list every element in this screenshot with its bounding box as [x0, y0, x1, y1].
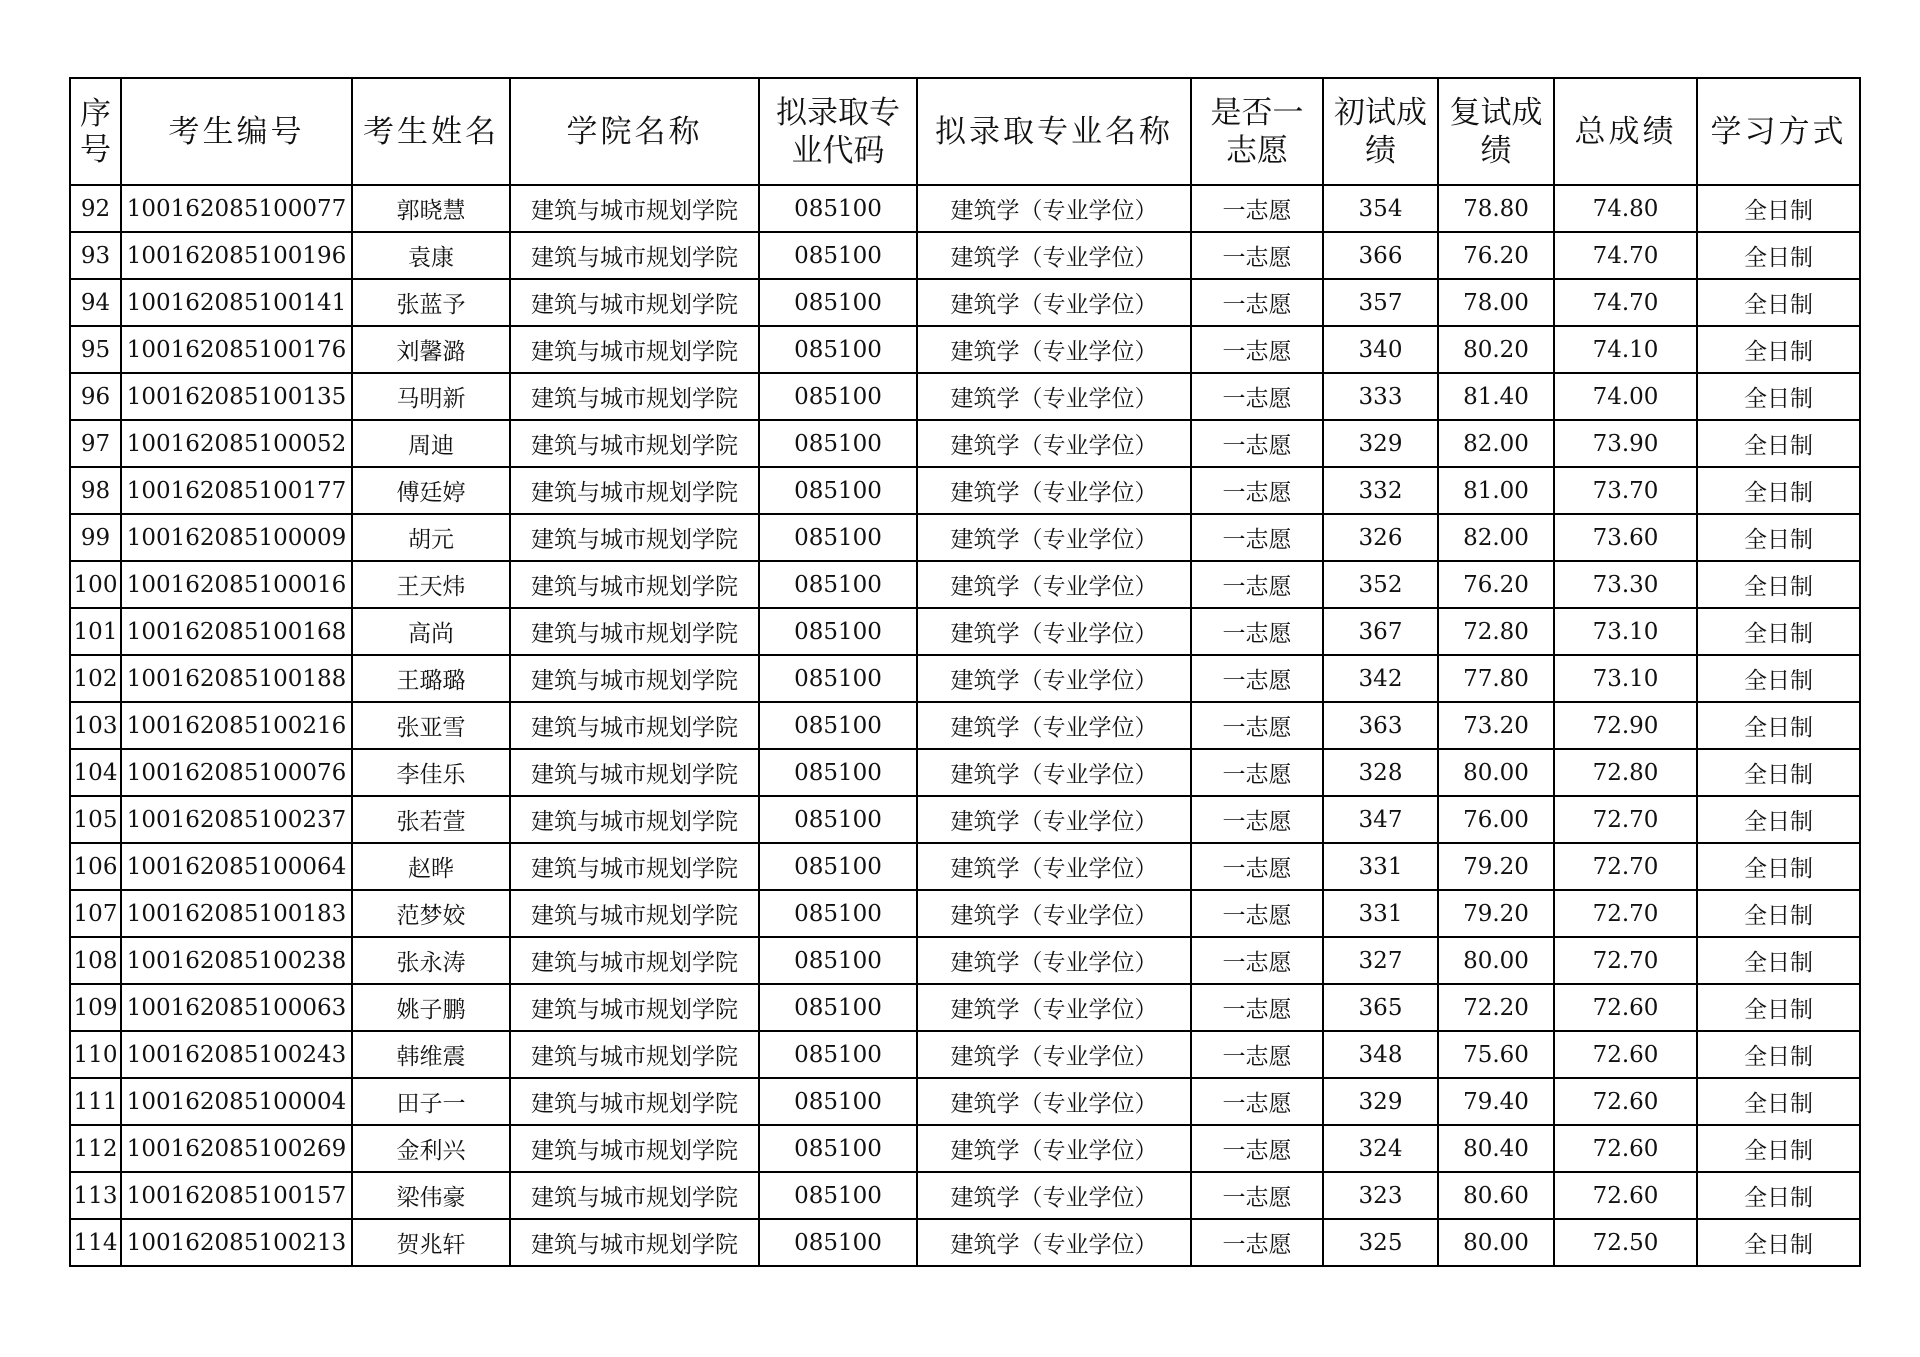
- major-name-cell: 建筑学（专业学位）: [917, 937, 1191, 984]
- header-major-name: 拟录取专业名称: [917, 78, 1191, 185]
- retest-score-cell: 79.20: [1438, 843, 1554, 890]
- total-score-cell: 74.80: [1554, 185, 1697, 232]
- retest-score-cell: 76.20: [1438, 232, 1554, 279]
- first-choice-cell: 一志愿: [1191, 232, 1323, 279]
- candidate-id-cell: 100162085100269: [121, 1125, 352, 1172]
- first-choice-cell: 一志愿: [1191, 420, 1323, 467]
- seq-cell: 93: [70, 232, 121, 279]
- candidate-id-cell: 100162085100052: [121, 420, 352, 467]
- study-mode-cell: 全日制: [1697, 561, 1860, 608]
- major-name-cell: 建筑学（专业学位）: [917, 1078, 1191, 1125]
- retest-score-cell: 76.20: [1438, 561, 1554, 608]
- total-score-cell: 72.60: [1554, 984, 1697, 1031]
- major-code-cell: 085100: [759, 514, 917, 561]
- study-mode-cell: 全日制: [1697, 420, 1860, 467]
- major-name-cell: 建筑学（专业学位）: [917, 467, 1191, 514]
- candidate-name-cell: 王璐璐: [352, 655, 510, 702]
- major-code-cell: 085100: [759, 937, 917, 984]
- table-row: [70, 232, 1860, 279]
- major-name-cell: 建筑学（专业学位）: [917, 279, 1191, 326]
- header-study-mode: 学习方式: [1697, 78, 1860, 185]
- total-score-cell: 73.10: [1554, 608, 1697, 655]
- prelim-score-cell: 333: [1323, 373, 1438, 420]
- header-college: 学院名称: [510, 78, 759, 185]
- study-mode-cell: 全日制: [1697, 1219, 1860, 1266]
- candidate-id-cell: 100162085100077: [121, 185, 352, 232]
- seq-cell: 111: [70, 1078, 121, 1125]
- study-mode-cell: 全日制: [1697, 796, 1860, 843]
- college-cell: 建筑与城市规划学院: [510, 561, 759, 608]
- retest-score-cell: 80.00: [1438, 749, 1554, 796]
- college-cell: 建筑与城市规划学院: [510, 937, 759, 984]
- header-retest-score: 复试成绩: [1438, 78, 1554, 185]
- major-code-cell: 085100: [759, 467, 917, 514]
- major-name-cell: 建筑学（专业学位）: [917, 796, 1191, 843]
- major-name-cell: 建筑学（专业学位）: [917, 890, 1191, 937]
- first-choice-cell: 一志愿: [1191, 749, 1323, 796]
- seq-cell: 100: [70, 561, 121, 608]
- table-row: [70, 326, 1860, 373]
- college-cell: 建筑与城市规划学院: [510, 185, 759, 232]
- college-cell: 建筑与城市规划学院: [510, 749, 759, 796]
- retest-score-cell: 82.00: [1438, 420, 1554, 467]
- total-score-cell: 73.60: [1554, 514, 1697, 561]
- retest-score-cell: 80.60: [1438, 1172, 1554, 1219]
- candidate-id-cell: 100162085100213: [121, 1219, 352, 1266]
- study-mode-cell: 全日制: [1697, 1172, 1860, 1219]
- table-row: [70, 185, 1860, 232]
- major-code-cell: 085100: [759, 1219, 917, 1266]
- total-score-cell: 72.70: [1554, 796, 1697, 843]
- candidate-id-cell: 100162085100141: [121, 279, 352, 326]
- candidate-id-cell: 100162085100243: [121, 1031, 352, 1078]
- retest-score-cell: 80.40: [1438, 1125, 1554, 1172]
- retest-score-cell: 72.80: [1438, 608, 1554, 655]
- major-code-cell: 085100: [759, 420, 917, 467]
- prelim-score-cell: 347: [1323, 796, 1438, 843]
- retest-score-cell: 77.80: [1438, 655, 1554, 702]
- prelim-score-cell: 363: [1323, 702, 1438, 749]
- prelim-score-cell: 328: [1323, 749, 1438, 796]
- college-cell: 建筑与城市规划学院: [510, 843, 759, 890]
- prelim-score-cell: 327: [1323, 937, 1438, 984]
- seq-cell: 101: [70, 608, 121, 655]
- total-score-cell: 74.70: [1554, 279, 1697, 326]
- seq-cell: 113: [70, 1172, 121, 1219]
- study-mode-cell: 全日制: [1697, 608, 1860, 655]
- candidate-id-cell: 100162085100076: [121, 749, 352, 796]
- candidate-name-cell: 刘馨潞: [352, 326, 510, 373]
- study-mode-cell: 全日制: [1697, 1078, 1860, 1125]
- retest-score-cell: 75.60: [1438, 1031, 1554, 1078]
- major-code-cell: 085100: [759, 702, 917, 749]
- candidate-id-cell: 100162085100063: [121, 984, 352, 1031]
- college-cell: 建筑与城市规划学院: [510, 1031, 759, 1078]
- major-name-cell: 建筑学（专业学位）: [917, 1172, 1191, 1219]
- major-code-cell: 085100: [759, 1172, 917, 1219]
- first-choice-cell: 一志愿: [1191, 702, 1323, 749]
- header-prelim-score: 初试成绩: [1323, 78, 1438, 185]
- major-name-cell: 建筑学（专业学位）: [917, 702, 1191, 749]
- candidate-id-cell: 100162085100183: [121, 890, 352, 937]
- retest-score-cell: 73.20: [1438, 702, 1554, 749]
- college-cell: 建筑与城市规划学院: [510, 232, 759, 279]
- first-choice-cell: 一志愿: [1191, 561, 1323, 608]
- table-row: [70, 1078, 1860, 1125]
- major-name-cell: 建筑学（专业学位）: [917, 514, 1191, 561]
- study-mode-cell: 全日制: [1697, 326, 1860, 373]
- header-candidate-id: 考生编号: [121, 78, 352, 185]
- prelim-score-cell: 326: [1323, 514, 1438, 561]
- first-choice-cell: 一志愿: [1191, 937, 1323, 984]
- seq-cell: 104: [70, 749, 121, 796]
- candidate-name-cell: 高尚: [352, 608, 510, 655]
- prelim-score-cell: 323: [1323, 1172, 1438, 1219]
- candidate-name-cell: 赵晔: [352, 843, 510, 890]
- table-row: [70, 373, 1860, 420]
- major-code-cell: 085100: [759, 1078, 917, 1125]
- first-choice-cell: 一志愿: [1191, 514, 1323, 561]
- college-cell: 建筑与城市规划学院: [510, 373, 759, 420]
- study-mode-cell: 全日制: [1697, 1031, 1860, 1078]
- study-mode-cell: 全日制: [1697, 279, 1860, 326]
- college-cell: 建筑与城市规划学院: [510, 608, 759, 655]
- college-cell: 建筑与城市规划学院: [510, 326, 759, 373]
- table-row: [70, 514, 1860, 561]
- major-code-cell: 085100: [759, 279, 917, 326]
- candidate-name-cell: 张若萱: [352, 796, 510, 843]
- candidate-name-cell: 胡元: [352, 514, 510, 561]
- candidate-name-cell: 金利兴: [352, 1125, 510, 1172]
- total-score-cell: 72.70: [1554, 937, 1697, 984]
- seq-cell: 94: [70, 279, 121, 326]
- candidate-name-cell: 田子一: [352, 1078, 510, 1125]
- prelim-score-cell: 366: [1323, 232, 1438, 279]
- candidate-id-cell: 100162085100216: [121, 702, 352, 749]
- major-code-cell: 085100: [759, 185, 917, 232]
- first-choice-cell: 一志愿: [1191, 373, 1323, 420]
- table-header: [70, 78, 1860, 185]
- candidate-name-cell: 张永涛: [352, 937, 510, 984]
- prelim-score-cell: 365: [1323, 984, 1438, 1031]
- major-code-cell: 085100: [759, 232, 917, 279]
- major-code-cell: 085100: [759, 655, 917, 702]
- seq-cell: 114: [70, 1219, 121, 1266]
- table-row: [70, 467, 1860, 514]
- retest-score-cell: 79.40: [1438, 1078, 1554, 1125]
- header-major-code: 拟录取专业代码: [759, 78, 917, 185]
- first-choice-cell: 一志愿: [1191, 326, 1323, 373]
- first-choice-cell: 一志愿: [1191, 185, 1323, 232]
- college-cell: 建筑与城市规划学院: [510, 702, 759, 749]
- prelim-score-cell: 340: [1323, 326, 1438, 373]
- candidate-name-cell: 张亚雪: [352, 702, 510, 749]
- first-choice-cell: 一志愿: [1191, 984, 1323, 1031]
- major-name-cell: 建筑学（专业学位）: [917, 561, 1191, 608]
- first-choice-cell: 一志愿: [1191, 890, 1323, 937]
- seq-cell: 112: [70, 1125, 121, 1172]
- major-name-cell: 建筑学（专业学位）: [917, 1219, 1191, 1266]
- total-score-cell: 72.70: [1554, 843, 1697, 890]
- first-choice-cell: 一志愿: [1191, 655, 1323, 702]
- admission-roster-page: [69, 77, 1861, 1267]
- total-score-cell: 72.80: [1554, 749, 1697, 796]
- table-row: [70, 1172, 1860, 1219]
- first-choice-cell: 一志愿: [1191, 1219, 1323, 1266]
- seq-cell: 102: [70, 655, 121, 702]
- candidate-id-cell: 100162085100157: [121, 1172, 352, 1219]
- retest-score-cell: 80.20: [1438, 326, 1554, 373]
- table-row: [70, 1219, 1860, 1266]
- candidate-name-cell: 张蓝予: [352, 279, 510, 326]
- major-name-cell: 建筑学（专业学位）: [917, 1031, 1191, 1078]
- major-name-cell: 建筑学（专业学位）: [917, 655, 1191, 702]
- total-score-cell: 72.60: [1554, 1172, 1697, 1219]
- college-cell: 建筑与城市规划学院: [510, 279, 759, 326]
- college-cell: 建筑与城市规划学院: [510, 890, 759, 937]
- header-total-score: 总成绩: [1554, 78, 1697, 185]
- table-row: [70, 420, 1860, 467]
- first-choice-cell: 一志愿: [1191, 608, 1323, 655]
- study-mode-cell: 全日制: [1697, 655, 1860, 702]
- first-choice-cell: 一志愿: [1191, 1172, 1323, 1219]
- major-name-cell: 建筑学（专业学位）: [917, 1125, 1191, 1172]
- retest-score-cell: 81.00: [1438, 467, 1554, 514]
- college-cell: 建筑与城市规划学院: [510, 467, 759, 514]
- major-code-cell: 085100: [759, 561, 917, 608]
- study-mode-cell: 全日制: [1697, 514, 1860, 561]
- college-cell: 建筑与城市规划学院: [510, 984, 759, 1031]
- first-choice-cell: 一志愿: [1191, 279, 1323, 326]
- seq-cell: 103: [70, 702, 121, 749]
- candidate-id-cell: 100162085100188: [121, 655, 352, 702]
- seq-cell: 109: [70, 984, 121, 1031]
- candidate-name-cell: 贺兆轩: [352, 1219, 510, 1266]
- total-score-cell: 73.90: [1554, 420, 1697, 467]
- retest-score-cell: 81.40: [1438, 373, 1554, 420]
- study-mode-cell: 全日制: [1697, 373, 1860, 420]
- first-choice-cell: 一志愿: [1191, 467, 1323, 514]
- retest-score-cell: 80.00: [1438, 1219, 1554, 1266]
- study-mode-cell: 全日制: [1697, 232, 1860, 279]
- table-row: [70, 749, 1860, 796]
- prelim-score-cell: 329: [1323, 420, 1438, 467]
- seq-cell: 92: [70, 185, 121, 232]
- total-score-cell: 72.60: [1554, 1031, 1697, 1078]
- prelim-score-cell: 331: [1323, 843, 1438, 890]
- study-mode-cell: 全日制: [1697, 843, 1860, 890]
- candidate-id-cell: 100162085100135: [121, 373, 352, 420]
- total-score-cell: 72.60: [1554, 1078, 1697, 1125]
- total-score-cell: 72.50: [1554, 1219, 1697, 1266]
- major-code-cell: 085100: [759, 1031, 917, 1078]
- major-code-cell: 085100: [759, 749, 917, 796]
- table-row: [70, 702, 1860, 749]
- header-seq: 序号: [70, 78, 121, 185]
- first-choice-cell: 一志愿: [1191, 796, 1323, 843]
- total-score-cell: 74.70: [1554, 232, 1697, 279]
- major-code-cell: 085100: [759, 984, 917, 1031]
- candidate-id-cell: 100162085100064: [121, 843, 352, 890]
- total-score-cell: 72.70: [1554, 890, 1697, 937]
- table-row: [70, 890, 1860, 937]
- college-cell: 建筑与城市规划学院: [510, 1219, 759, 1266]
- college-cell: 建筑与城市规划学院: [510, 1125, 759, 1172]
- prelim-score-cell: 357: [1323, 279, 1438, 326]
- seq-cell: 96: [70, 373, 121, 420]
- prelim-score-cell: 342: [1323, 655, 1438, 702]
- major-code-cell: 085100: [759, 373, 917, 420]
- candidate-name-cell: 郭晓慧: [352, 185, 510, 232]
- seq-cell: 98: [70, 467, 121, 514]
- major-code-cell: 085100: [759, 1125, 917, 1172]
- seq-cell: 110: [70, 1031, 121, 1078]
- candidate-name-cell: 周迪: [352, 420, 510, 467]
- study-mode-cell: 全日制: [1697, 749, 1860, 796]
- table-row: [70, 937, 1860, 984]
- first-choice-cell: 一志愿: [1191, 1031, 1323, 1078]
- table-row: [70, 984, 1860, 1031]
- seq-cell: 95: [70, 326, 121, 373]
- table-row: [70, 279, 1860, 326]
- total-score-cell: 74.10: [1554, 326, 1697, 373]
- major-name-cell: 建筑学（专业学位）: [917, 984, 1191, 1031]
- table-row: [70, 843, 1860, 890]
- major-name-cell: 建筑学（专业学位）: [917, 326, 1191, 373]
- seq-cell: 106: [70, 843, 121, 890]
- candidate-name-cell: 韩维震: [352, 1031, 510, 1078]
- candidate-name-cell: 范梦姣: [352, 890, 510, 937]
- seq-cell: 97: [70, 420, 121, 467]
- retest-score-cell: 72.20: [1438, 984, 1554, 1031]
- college-cell: 建筑与城市规划学院: [510, 1172, 759, 1219]
- retest-score-cell: 82.00: [1438, 514, 1554, 561]
- first-choice-cell: 一志愿: [1191, 843, 1323, 890]
- candidate-id-cell: 100162085100176: [121, 326, 352, 373]
- table-row: [70, 1125, 1860, 1172]
- study-mode-cell: 全日制: [1697, 937, 1860, 984]
- prelim-score-cell: 331: [1323, 890, 1438, 937]
- total-score-cell: 72.60: [1554, 1125, 1697, 1172]
- major-name-cell: 建筑学（专业学位）: [917, 749, 1191, 796]
- college-cell: 建筑与城市规划学院: [510, 420, 759, 467]
- candidate-name-cell: 姚子鹏: [352, 984, 510, 1031]
- major-name-cell: 建筑学（专业学位）: [917, 843, 1191, 890]
- seq-cell: 105: [70, 796, 121, 843]
- candidate-name-cell: 傅廷婷: [352, 467, 510, 514]
- major-code-cell: 085100: [759, 843, 917, 890]
- table-row: [70, 796, 1860, 843]
- candidate-name-cell: 梁伟豪: [352, 1172, 510, 1219]
- prelim-score-cell: 329: [1323, 1078, 1438, 1125]
- candidate-id-cell: 100162085100016: [121, 561, 352, 608]
- seq-cell: 99: [70, 514, 121, 561]
- first-choice-cell: 一志愿: [1191, 1125, 1323, 1172]
- college-cell: 建筑与城市规划学院: [510, 655, 759, 702]
- seq-cell: 107: [70, 890, 121, 937]
- table-body: [70, 185, 1860, 1266]
- candidate-id-cell: 100162085100168: [121, 608, 352, 655]
- prelim-score-cell: 367: [1323, 608, 1438, 655]
- table-row: [70, 1031, 1860, 1078]
- candidate-name-cell: 李佳乐: [352, 749, 510, 796]
- candidate-id-cell: 100162085100237: [121, 796, 352, 843]
- header-row: [70, 78, 1860, 185]
- candidate-id-cell: 100162085100238: [121, 937, 352, 984]
- college-cell: 建筑与城市规划学院: [510, 514, 759, 561]
- major-code-cell: 085100: [759, 608, 917, 655]
- total-score-cell: 73.30: [1554, 561, 1697, 608]
- retest-score-cell: 78.80: [1438, 185, 1554, 232]
- major-name-cell: 建筑学（专业学位）: [917, 232, 1191, 279]
- candidate-id-cell: 100162085100177: [121, 467, 352, 514]
- prelim-score-cell: 332: [1323, 467, 1438, 514]
- major-code-cell: 085100: [759, 796, 917, 843]
- prelim-score-cell: 354: [1323, 185, 1438, 232]
- header-candidate-name: 考生姓名: [352, 78, 510, 185]
- study-mode-cell: 全日制: [1697, 1125, 1860, 1172]
- study-mode-cell: 全日制: [1697, 467, 1860, 514]
- table-row: [70, 561, 1860, 608]
- major-name-cell: 建筑学（专业学位）: [917, 373, 1191, 420]
- first-choice-cell: 一志愿: [1191, 1078, 1323, 1125]
- total-score-cell: 74.00: [1554, 373, 1697, 420]
- prelim-score-cell: 352: [1323, 561, 1438, 608]
- total-score-cell: 73.70: [1554, 467, 1697, 514]
- college-cell: 建筑与城市规划学院: [510, 796, 759, 843]
- major-name-cell: 建筑学（专业学位）: [917, 185, 1191, 232]
- prelim-score-cell: 324: [1323, 1125, 1438, 1172]
- major-name-cell: 建筑学（专业学位）: [917, 420, 1191, 467]
- total-score-cell: 72.90: [1554, 702, 1697, 749]
- major-code-cell: 085100: [759, 326, 917, 373]
- total-score-cell: 73.10: [1554, 655, 1697, 702]
- retest-score-cell: 79.20: [1438, 890, 1554, 937]
- study-mode-cell: 全日制: [1697, 185, 1860, 232]
- prelim-score-cell: 348: [1323, 1031, 1438, 1078]
- retest-score-cell: 76.00: [1438, 796, 1554, 843]
- table-row: [70, 655, 1860, 702]
- candidate-id-cell: 100162085100196: [121, 232, 352, 279]
- major-code-cell: 085100: [759, 890, 917, 937]
- candidate-name-cell: 马明新: [352, 373, 510, 420]
- seq-cell: 108: [70, 937, 121, 984]
- study-mode-cell: 全日制: [1697, 890, 1860, 937]
- candidate-id-cell: 100162085100009: [121, 514, 352, 561]
- major-name-cell: 建筑学（专业学位）: [917, 608, 1191, 655]
- retest-score-cell: 80.00: [1438, 937, 1554, 984]
- college-cell: 建筑与城市规划学院: [510, 1078, 759, 1125]
- candidate-id-cell: 100162085100004: [121, 1078, 352, 1125]
- admission-roster-table: [69, 77, 1861, 1267]
- header-first-choice: 是否一志愿: [1191, 78, 1323, 185]
- study-mode-cell: 全日制: [1697, 984, 1860, 1031]
- candidate-name-cell: 王天炜: [352, 561, 510, 608]
- retest-score-cell: 78.00: [1438, 279, 1554, 326]
- table-row: [70, 608, 1860, 655]
- study-mode-cell: 全日制: [1697, 702, 1860, 749]
- candidate-name-cell: 袁康: [352, 232, 510, 279]
- prelim-score-cell: 325: [1323, 1219, 1438, 1266]
